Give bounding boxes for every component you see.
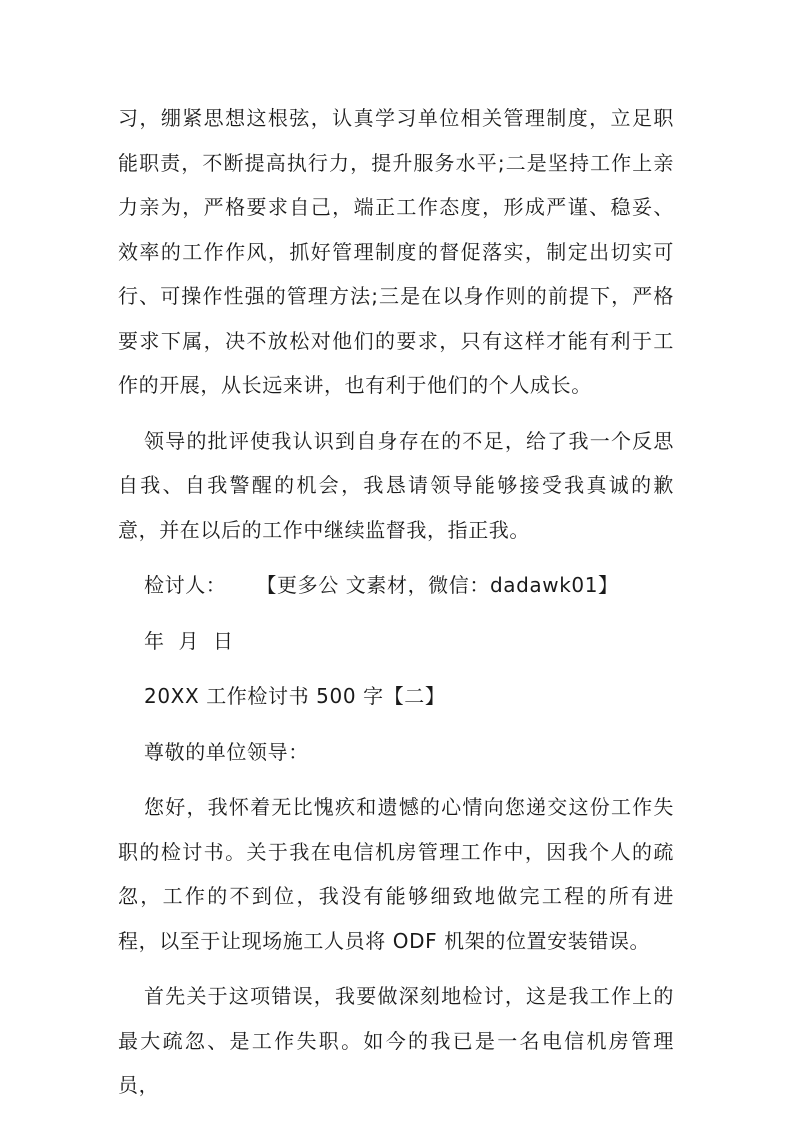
paragraph-reflection: 首先关于这项错误，我要做深刻地检讨，这是我工作上的最大疏忽、是工作失职。如今的我已是一名电信机房管理员， bbox=[118, 984, 674, 1097]
paragraph-criticism: 领导的批评使我认识到自身存在的不足，给了我一个反思自我、自我警醒的机会，我恳请领导能够接受我真诚的歉意，并在以后的工作中继续监督我，指正我。 bbox=[118, 428, 674, 542]
date-line: 年 月 日 bbox=[144, 628, 234, 653]
section-title: 20XX 工作检讨书 500 字【二】 bbox=[144, 684, 446, 708]
paragraph-opening: 您好，我怀着无比愧疚和遗憾的心情向您递交这份工作失职的检讨书。关于我在电信机房管理工作中，因我个人的疏忽，工作的不到位，我没有能够细致地做完工程的所有进程，以至于让现场施工人员将 ODF 机架的位置安装错误。 bbox=[118, 795, 674, 953]
signer-line bbox=[118, 563, 674, 608]
paragraph-continuation: 习，绷紧思想这根弦，认真学习单位相关管理制度，立足职能职责，不断提高执行力，提升服务水平;二是坚持工作上亲力亲为，严格要求自己，端正工作态度，形成严谨、稳妥、效率的工作作风，抓好管理制度的督促落实，制定出切实可行、可操作性强的管理方法;三是在以身作则的前提下，严格要求下属，决不放松对他们的要求，只有这样才能有利于工作的开展，从长远来讲，也有利于他们的个人成长。 bbox=[118, 106, 674, 397]
document-body bbox=[118, 96, 674, 1119]
promo-text: 【更多公 文素材，微信：dadawk01】 bbox=[256, 573, 619, 597]
salutation: 尊敬的单位领导： bbox=[144, 739, 309, 764]
signer-label: 检讨人： bbox=[144, 573, 227, 597]
